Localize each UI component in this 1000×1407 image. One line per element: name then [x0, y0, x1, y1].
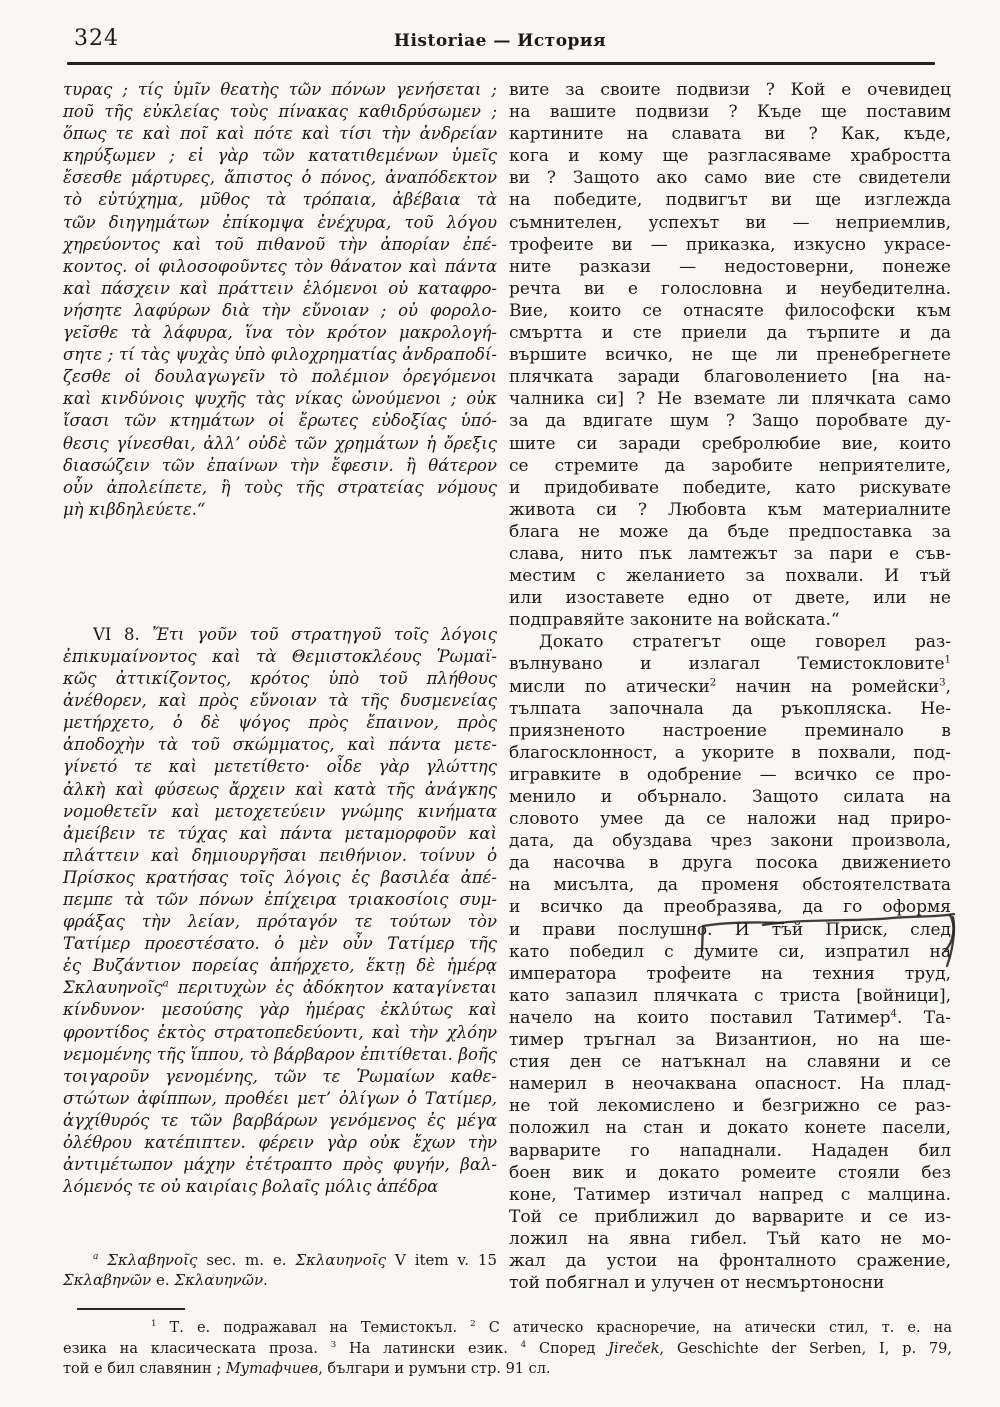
text-line: μὴ κιβδηλεύετε.“ [63, 499, 206, 519]
text-line: ἀνέθορεν, καὶ πρὸς εὔνοιαν τὰ τῆς δυσμενείας [63, 691, 497, 711]
text-line: той побягнал и улучен от несмъртоносни [509, 1273, 885, 1294]
text-line: θεσις γίνεσθαι, ἀλλ’ οὐδὲ τῶν χρημάτων ἡ ὄρεξις [63, 433, 497, 453]
greek-paragraph-vi-8 [63, 624, 497, 1198]
text-line: νομοθετεῖν καὶ μετοχετεύειν γνώμης κινήματα [63, 801, 497, 821]
text-line: Σκλαβηνῶν e. Σκλαυηνῶν. [63, 1271, 268, 1290]
text-line: коне, Татимер изтичал напред с малцина. [509, 1184, 951, 1205]
text-line: ὀλέθρου κατέπιπτεν. φέρειν γὰρ οὐκ ἔχων τὴν [63, 1133, 497, 1153]
running-title: Historiae — История [393, 31, 607, 51]
text-line: не той лекомислено и безгрижно се раз- [509, 1096, 951, 1117]
text-line: и всичко да преобразява, да го оформя [509, 897, 951, 918]
text-line: ἐπικυμαίνοντος καὶ τὰ Θεμιστοκλέους Ῥωμαϊ- [63, 646, 497, 666]
text-line: διασώζειν τῶν ἐπαίνων τὴν ἔφεσιν. ἢ θάτερον [63, 455, 497, 475]
text-line: вите за своите подвизи ? Кой е очевидец [509, 80, 951, 100]
text-line: игравките в одобрение — всичко се про- [509, 764, 951, 785]
text-line: на вашите подвизи ? Къде ще поставим [509, 102, 951, 123]
text-line: ἴσασι τῶν κτημάτων οἱ ἔρωτες εὐδοξίας ὑπό- [63, 411, 497, 431]
text-line: $^1$ Т. е. подражавал на Темистокъл. $^2$ С атическо красноречие, на атически стил, т. е. на [151, 1319, 952, 1336]
text-line: φροντίδος ἐκτὸς στρατοπεδεύοντι, καὶ τὴν χλόην [63, 1022, 497, 1042]
text-line: съмнителен, успехът ви — неприемлив, [509, 212, 951, 233]
text-line: на мисълта, да променя обстоятелствата [509, 875, 951, 896]
text-line: чалника си] ? Не вземате ли плячката само [509, 389, 951, 410]
text-line: VI 8. Ἔτι γοῦν τοῦ στρατηγοῦ τοῖς λόγοις [93, 624, 497, 644]
greek-text-column [63, 79, 497, 1290]
text-line: κῶς ἀττικίζοντος, κρότος ὑπὸ τοῦ πλήθους [63, 669, 497, 689]
text-line: πεμπε τὰ τῶν πόνων ἐπίχειρα τριακοσίοις συμ- [63, 890, 497, 909]
header-rule [67, 62, 935, 65]
text-line: речта ви е голословна и неубедителна. [509, 278, 951, 299]
text-line: τῶν διηγημάτων ἐπίκομψα ἐνέχυρα, τοῦ λόγου [63, 212, 497, 232]
text-line: ἀντιμέτωπον μάχην ἐτέτραπτο πρὸς φυγήν, βαλ- [63, 1155, 497, 1175]
text-line: καὶ κινδύνοις ψυχῆς τὰς νίκας ὠνούμενοι ; οὐκ [63, 389, 497, 409]
text-line: οὖν ἀπολείπετε, ἢ τοὺς τῆς στρατείας νόμους [63, 477, 497, 497]
text-line: ἐς Βυζάντιον πορείας ἀπήρχετο, ἕκτῃ δὲ ἡμέρᾳ [63, 956, 497, 976]
text-line: или изоставете едно от двете, или не [509, 588, 951, 609]
text-line: и придобивате победите, като рискувате [509, 477, 951, 498]
text-line: χηρεύοντος καὶ τοῦ πιθανοῦ τὴν ἀπορίαν ἐπέ- [63, 234, 497, 254]
text-line: начело на които поставил Татимер$^4$. Та- [509, 1007, 951, 1028]
text-line: стия ден се натъкнал на славяни и се [509, 1052, 951, 1073]
text-line: благосклонност, а укорите в похвали, под- [509, 742, 951, 763]
text-line: Σκλαυηνοῖς$^a$ περιτυχὼν ἐς ἀδόκητον καταγίνεται [63, 978, 497, 998]
text-line: императора трофеите на техния труд, [509, 963, 951, 984]
text-line: Τατίμερ προεστέσατο. ὁ μὲν οὖν Τατίμερ τῆς [63, 934, 497, 954]
greek-paragraph-continuation [63, 79, 497, 521]
text-line: σητε ; τί τὰς ψυχὰς ὑπὸ φιλοχρηματίας ἀνδραποδί- [63, 345, 497, 365]
text-line: се стремите да заробите неприятелите, [509, 455, 951, 476]
text-line: ἀγχίθυρός τε τῶν βαρβάρων γενόμενος ἐς μέγα [63, 1110, 497, 1130]
text-line: ἀμείβειν τε τύχας καὶ πάντα μεταμορφοῦν καὶ [63, 823, 497, 843]
text-line: ἀποδοχὴν τὰ τοῦ σκώμματος, καὶ πάντα μετε- [63, 735, 497, 755]
text-line: κοντος. οἱ φιλοσοφοῦντες τὸν θάνατον καὶ πάντα [63, 256, 497, 276]
text-line: φράξας τὴν λείαν, πρόταγόν τε τούτων τὸν [63, 912, 497, 932]
text-line: тимер тръгнал за Византион, но на ше- [509, 1030, 951, 1051]
text-line: положил на стан и докато конете пасели, [509, 1118, 951, 1139]
text-line: ложил на явна гибел. Тъй като не мо- [509, 1228, 951, 1249]
text-line: ἔσεσθε μάρτυρες, ἄπιστος ὁ πόνος, ἀναπόδεκτον [63, 168, 497, 188]
text-line: λόμενός τε οὐ καιρίαις βολαῖς μόλις ἀπέδρα [63, 1177, 439, 1197]
text-line: намерил в неочаквана опасност. На плад- [509, 1074, 951, 1095]
text-line: τυρας ; τίς ὑμῖν θεατὴς τῶν πόνων γενήσεται ; [63, 80, 497, 99]
text-line: шите си заради сребролюбие вие, които [509, 433, 951, 454]
text-line: местим с желанието за похвали. И тъй [509, 566, 951, 587]
text-line: Вие, които се отнасяте философски към [509, 300, 951, 321]
text-line: езика на класическата проза. $^3$ На латински език. $^4$ Според Jireček, Geschichte der Serben, I, p. 79, [63, 1339, 952, 1357]
text-line: словото умее да се наложи над приро- [509, 809, 951, 830]
text-line: варварите го нападнали. Нададен бил [509, 1140, 951, 1161]
bulgarian-paragraph-2 [509, 631, 951, 1294]
footnotes-block [63, 1318, 952, 1380]
critical-apparatus [63, 1250, 497, 1290]
text-line: да насочва в друга посока движението [509, 853, 951, 874]
text-line: Πρίσκος κρατήσας τοῖς λόγοις ἐς βασιλέα ἀπέ- [63, 867, 497, 887]
text-line: νήσητε λαφύρων διὰ τὴν εὔνοιαν ; οὐ φορολο- [63, 300, 497, 320]
text-line: ζεσθε οἱ δουλαγωγεῖν τὸ πολέμιον ὀρεγόμενοι [63, 367, 497, 387]
text-line: καὶ πάσχειν καὶ πράττειν ἑλόμενοι οὐ καταφρο- [63, 278, 497, 298]
text-line: κηρύξωμεν ; εἰ γὰρ τῶν κατατιθεμένων ὑμεῖς [63, 146, 497, 166]
text-line: Той се приближил до варварите и се из- [509, 1206, 951, 1227]
text-line: боен вик и докато ромеите стояли без [509, 1162, 951, 1183]
text-line: слава, нито пък ламтежът за пари е съв- [509, 543, 951, 564]
text-line: γίνετό τε καὶ μετετίθετο· οἶδε γὰρ γλώττης [63, 757, 497, 777]
text-line: вършите всичко, не ще ли пренебрегнете [509, 345, 951, 366]
text-line: живота си ? Любовта към материалните [509, 499, 951, 520]
text-line: картините на славата ви ? Как, къде, [509, 124, 951, 145]
page-number: 324 [74, 26, 119, 51]
text-line: менило и обърнало. Защото силата на [509, 787, 951, 807]
text-line: той е бил славянин ; Мутафчиев, българи и румъни стр. 91 сл. [63, 1361, 551, 1377]
text-line: трофеите ви — приказка, изкусно украсе- [509, 234, 951, 255]
text-line: смъртта и сте приели да търпите и да [509, 323, 951, 344]
text-line: като победил с думите си, изпратил на [509, 941, 951, 962]
bulgarian-paragraph-1 [509, 79, 951, 631]
text-line: ὅπως τε καὶ ποῖ καὶ πότε καὶ τίσι τὴν ἀνδρείαν [63, 124, 497, 144]
text-line: νεμομένης τῆς ἵππου, τὸ βάρβαρον ἐπιτίθεται. βοῆς [63, 1044, 497, 1064]
text-line: плячката заради благоволението [на на- [509, 367, 951, 388]
text-line: вълнувано и излагал Темистокловите$^1$ [509, 654, 951, 675]
text-line: кога и кому ще разгласяваме храбростта [509, 146, 951, 167]
text-line: ви ? Защото ако само вие сте свидетели [509, 168, 951, 189]
text-line: като запазил плячката с триста [войници], [509, 985, 951, 1006]
text-line: τὸ εὐτύχημα, μῦθος τὰ τρόπαια, ἀβέβαια τὰ [63, 190, 497, 210]
footnote-separator-rule [77, 1308, 185, 1310]
text-line: τοιγαροῦν γενομένης, τῶν τε Ῥωμαίων καθε- [63, 1066, 497, 1086]
text-line: и прави послушно. И тъй Приск, след [509, 919, 951, 940]
text-line: στώτων ἀφίππων, προθέει μετ’ ὀλίγων ὁ Τατίμερ, [63, 1088, 497, 1108]
text-line: на победите, подвигът ви ще изглежда [509, 190, 951, 211]
text-line: ἀλκὴ καὶ φύσεως ἄρχειν καὶ κατὰ τῆς ἀνάγκης [63, 779, 497, 799]
text-line: μετήρχετο, ὁ δὲ ψόγος πρὸς ἔπαινον, πρὸς [63, 713, 497, 733]
text-line: γεῖσθε τὰ λάφυρα, ἵνα τὸν κρότον μακρολογή- [63, 323, 497, 343]
text-line: подправяйте законите на войската.“ [509, 610, 840, 631]
text-line: $^a$ Σκλαβηνοῖς sec. m. e. Σκλαυηνοῖς V item v. 15 [93, 1251, 497, 1270]
text-line: ποῦ τῆς εὐκλείας τοὺς πίνακας καθιδρύσωμεν ; [63, 102, 497, 122]
text-line: тълпата започнала да ръкопляска. Не- [509, 698, 951, 719]
text-line: мисли по атически$^2$ начин на ромейски$^3$, [509, 676, 951, 697]
bulgarian-translation-column [509, 79, 951, 1294]
text-line: дата, да обуздава чрез закони произвола, [509, 831, 951, 852]
text-line: за да вдигате шум ? Защо поробвате ду- [509, 411, 951, 432]
text-line: ните разкази — недостоверни, понеже [509, 256, 951, 277]
text-line: Докато стратегът още говорел раз- [539, 632, 951, 653]
text-line: πλάττειν καὶ δημιουργῆσαι πειθήνιον. τοίνυν ὁ [63, 845, 497, 865]
text-line: приязненото настроение преминало в [509, 720, 951, 741]
text-line: блага не може да бъде предпоставка за [509, 521, 951, 542]
text-line: жал да устои на фронталното сражение, [509, 1250, 951, 1271]
text-line: κίνδυνον· μεσούσης γὰρ ἡμέρας ἐκλύτως καὶ [63, 1000, 497, 1020]
